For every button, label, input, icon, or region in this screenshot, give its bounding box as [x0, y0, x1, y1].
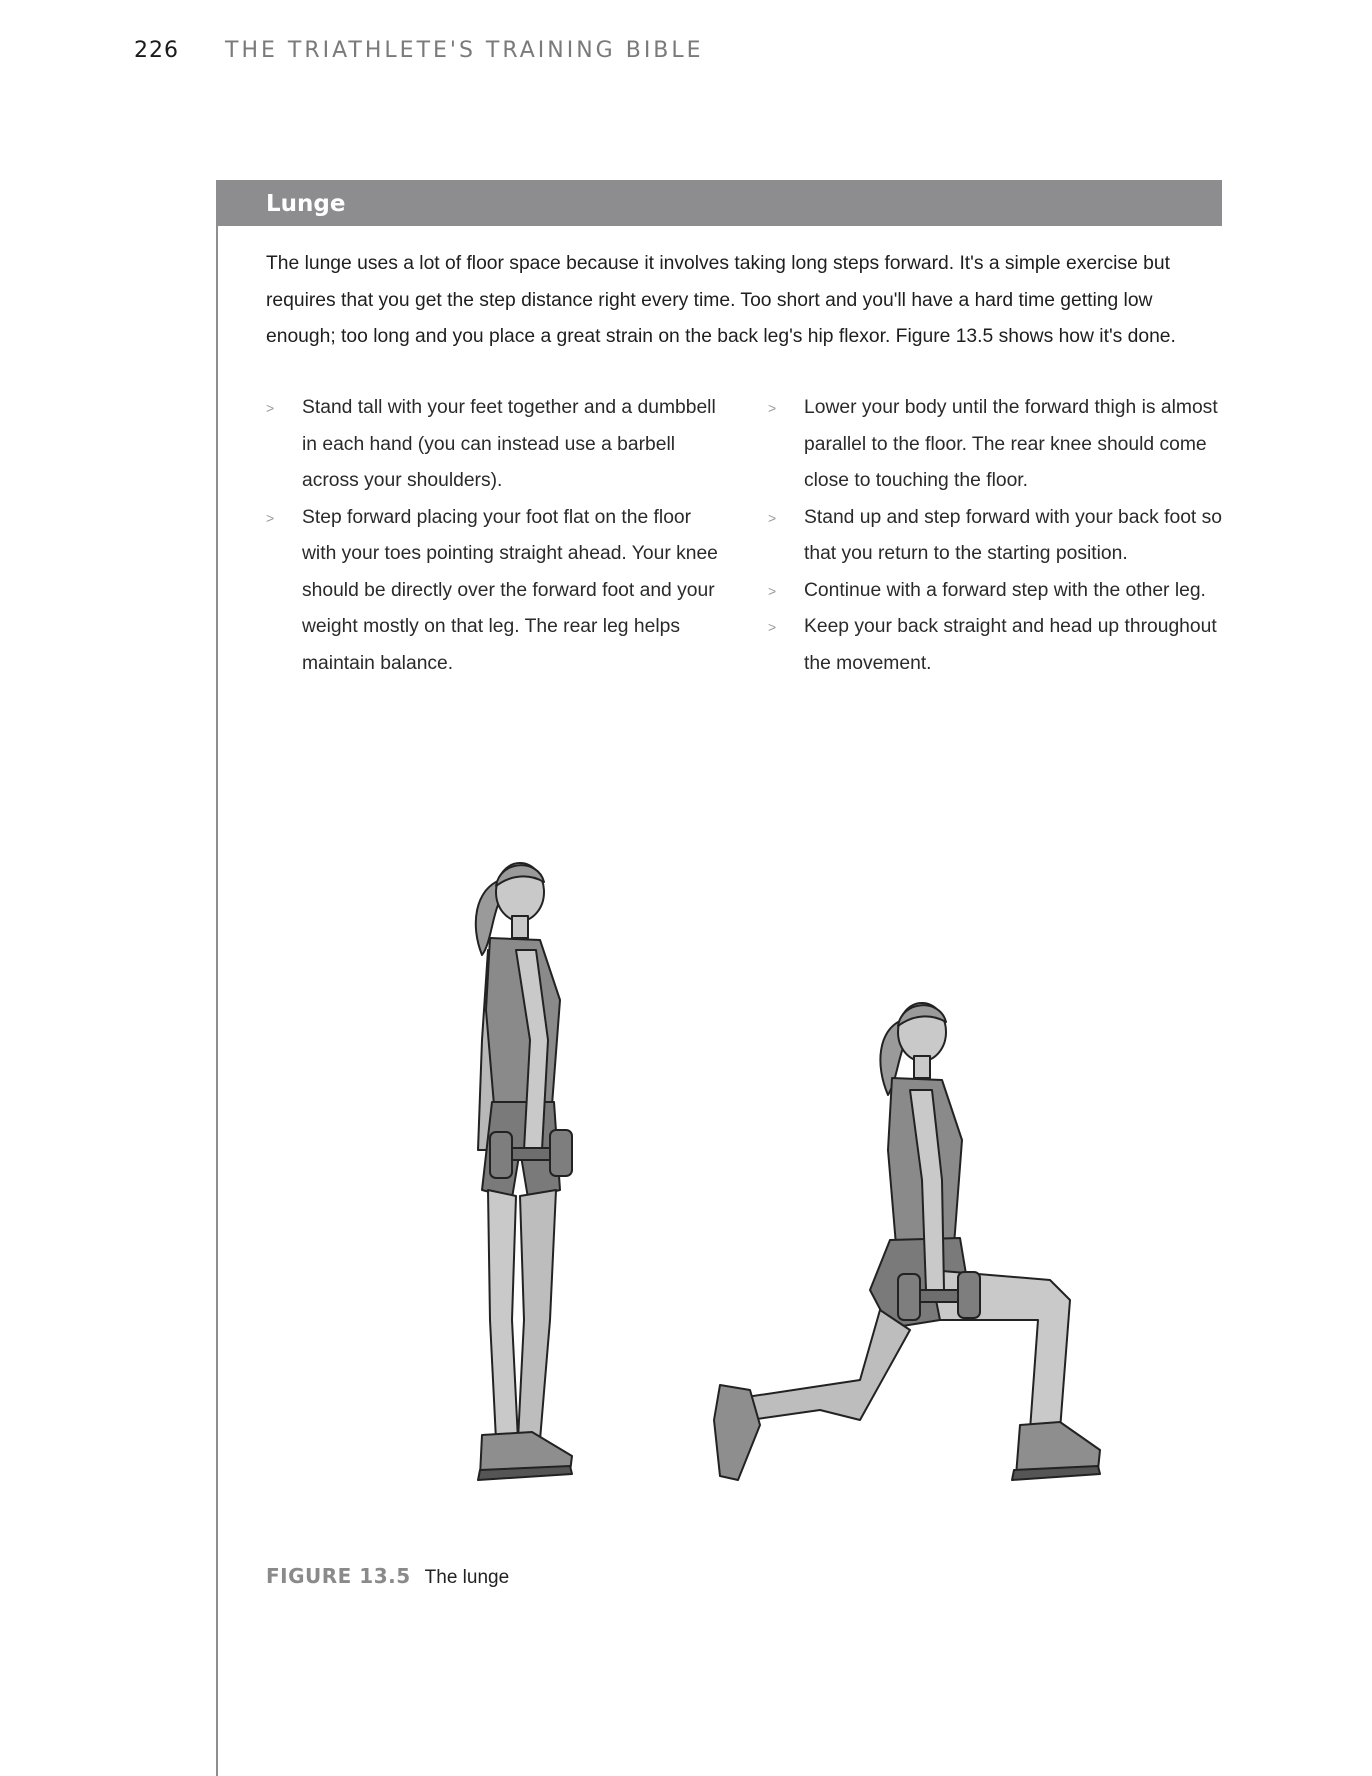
- step-item: [768, 573, 1238, 610]
- step-item: [266, 390, 726, 500]
- standing-figure: [476, 863, 572, 1480]
- intro-paragraph: The lunge uses a lot of floor space because it involves taking long steps forward. It's a simple exercise but requires that you get the step distance right every time. Too short and you'll have a hard time getting low enough; too long and you place a great strain on the back leg's hip flexor. Figure 13.5 shows how it's done.: [266, 253, 1176, 347]
- figure-label: FIGURE 13.5: [266, 1564, 411, 1588]
- book-title: THE TRIATHLETE'S TRAINING BIBLE: [225, 38, 704, 63]
- step-text: Stand tall with your feet together and a dumbbell in each hand (you can instead use a barbell across your shoulders).: [302, 397, 716, 491]
- chevron-right-icon: >: [768, 400, 777, 416]
- sidebar-rule: [216, 180, 218, 1776]
- steps-list-left: [266, 390, 726, 682]
- figure-caption: [266, 1564, 509, 1589]
- page-number: 226: [134, 38, 179, 63]
- step-item: [768, 390, 1238, 500]
- running-head: [134, 38, 704, 74]
- step-text: Lower your body until the forward thigh is almost parallel to the floor. The rear knee should come close to touching the floor.: [804, 397, 1218, 491]
- section-title: Lunge: [216, 180, 1222, 226]
- chevron-right-icon: >: [266, 400, 275, 416]
- lunge-illustration: [420, 850, 1140, 1530]
- lunging-figure: [714, 1003, 1100, 1480]
- step-text: Step forward placing your foot flat on the floor with your toes pointing straight ahead. Your knee should be directly over the forward foot and your weight mostly on that leg. The rear leg helps maintain balance.: [302, 506, 718, 674]
- chevron-right-icon: >: [768, 509, 777, 526]
- chevron-right-icon: >: [768, 619, 777, 635]
- chevron-right-icon: >: [266, 509, 275, 526]
- step-item: [266, 500, 726, 683]
- chevron-right-icon: >: [768, 582, 777, 599]
- step-text: Continue with a forward step with the other leg.: [804, 579, 1206, 601]
- step-text: Stand up and step forward with your back foot so that you return to the starting position.: [804, 506, 1223, 564]
- step-item: [768, 609, 1238, 682]
- figure-caption-text: The lunge: [424, 1567, 510, 1588]
- step-item: [768, 500, 1238, 573]
- steps-list-right: [768, 390, 1238, 682]
- step-text: Keep your back straight and head up throughout the movement.: [804, 616, 1217, 674]
